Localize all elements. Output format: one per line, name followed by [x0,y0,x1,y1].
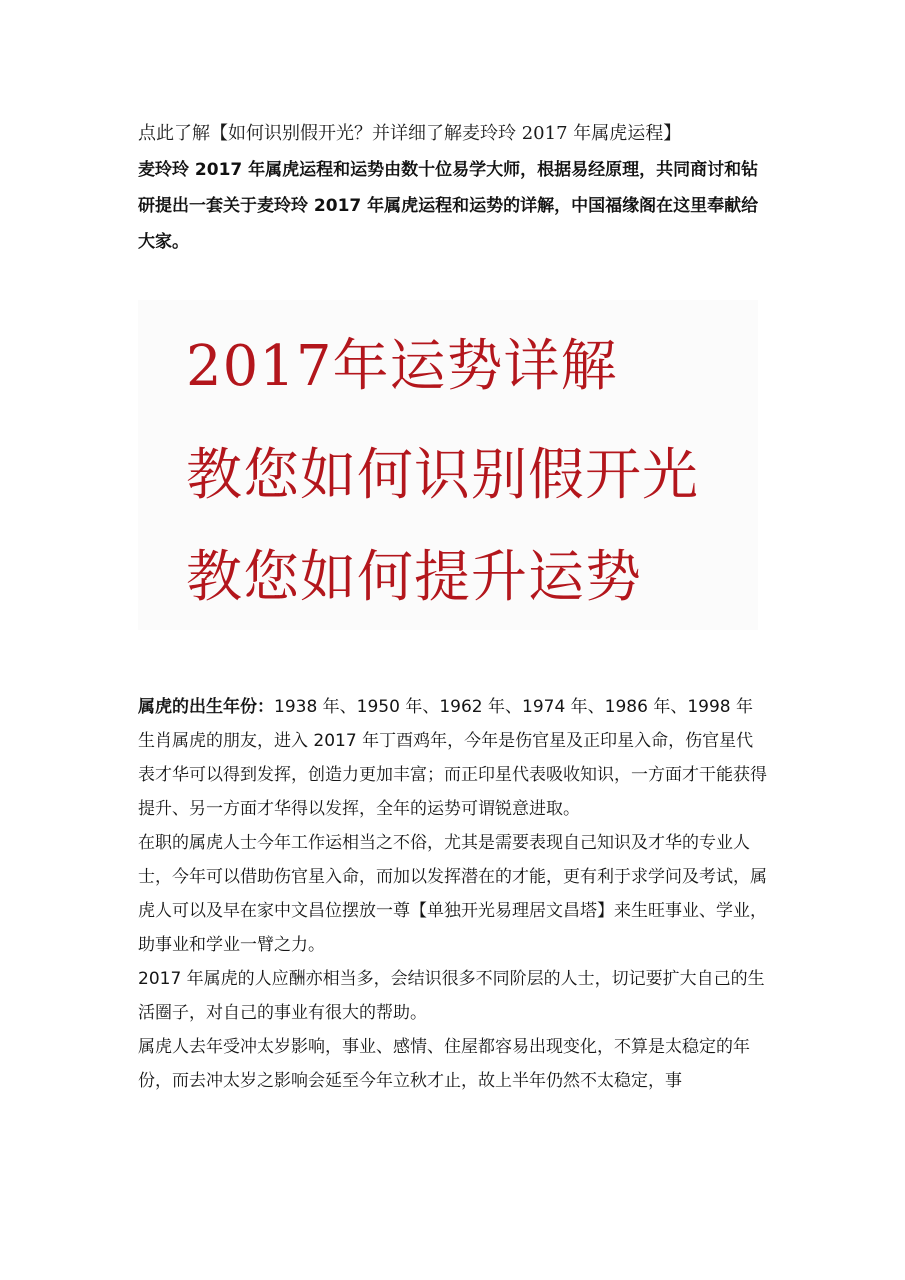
article-body [138,690,770,1098]
paragraph-4: 属虎人去年受冲太岁影响，事业、感情、住屋都容易出现变化，不算是太稳定的年份，而去冲太岁之影响会延至今年立秋才止，故上半年仍然不太稳定，事 [138,1037,750,1091]
banner-line-1: 2017年运势详解 [186,334,618,399]
header-link[interactable]: 点此了解【如何识别假开光？并详细了解麦玲玲 2017 年属虎运程】 [138,123,682,144]
paragraph-3: 2017 年属虎的人应酬亦相当多，会结识很多不同阶层的人士，切记要扩大自己的生活圈子，对自己的事业有很大的帮助。 [138,969,765,1023]
banner-line-2: 教您如何识别假开光 [186,443,699,508]
birth-years-value: 1938 年、1950 年、1962 年、1974 年、1986 年、1998 年 [274,697,754,717]
paragraph-2: 在职的属虎人士今年工作运相当之不俗，尤其是需要表现自己知识及才华的专业人士，今年可以借助伤官星入命，而加以发挥潜在的才能，更有利于求学问及考试，属虎人可以及早在家中文昌位摆放一尊【单独开光易理居文昌塔】来生旺事业、学业，助事业和学业一臂之力。 [138,833,767,955]
document-header [138,118,770,260]
banner-image [138,300,758,630]
paragraph-1: 生肖属虎的朋友，进入 2017 年丁酉鸡年，今年是伤官星及正印星入命，伤官星代表才华可以得到发挥，创造力更加丰富；而正印星代表吸收知识，一方面才干能获得提升、另一方面才华得以发挥，全年的运势可谓锐意进取。 [138,731,767,819]
birth-years-label: 属虎的出生年份： [138,697,274,717]
intro-paragraph: 麦玲玲 2017 年属虎运程和运势由数十位易学大师，根据易经原理，共同商讨和钻研提出一套关于麦玲玲 2017 年属虎运程和运势的详解，中国福缘阁在这里奉献给大家。 [138,160,759,252]
birth-years-line [138,690,770,724]
banner-line-3: 教您如何提升运势 [186,545,642,610]
